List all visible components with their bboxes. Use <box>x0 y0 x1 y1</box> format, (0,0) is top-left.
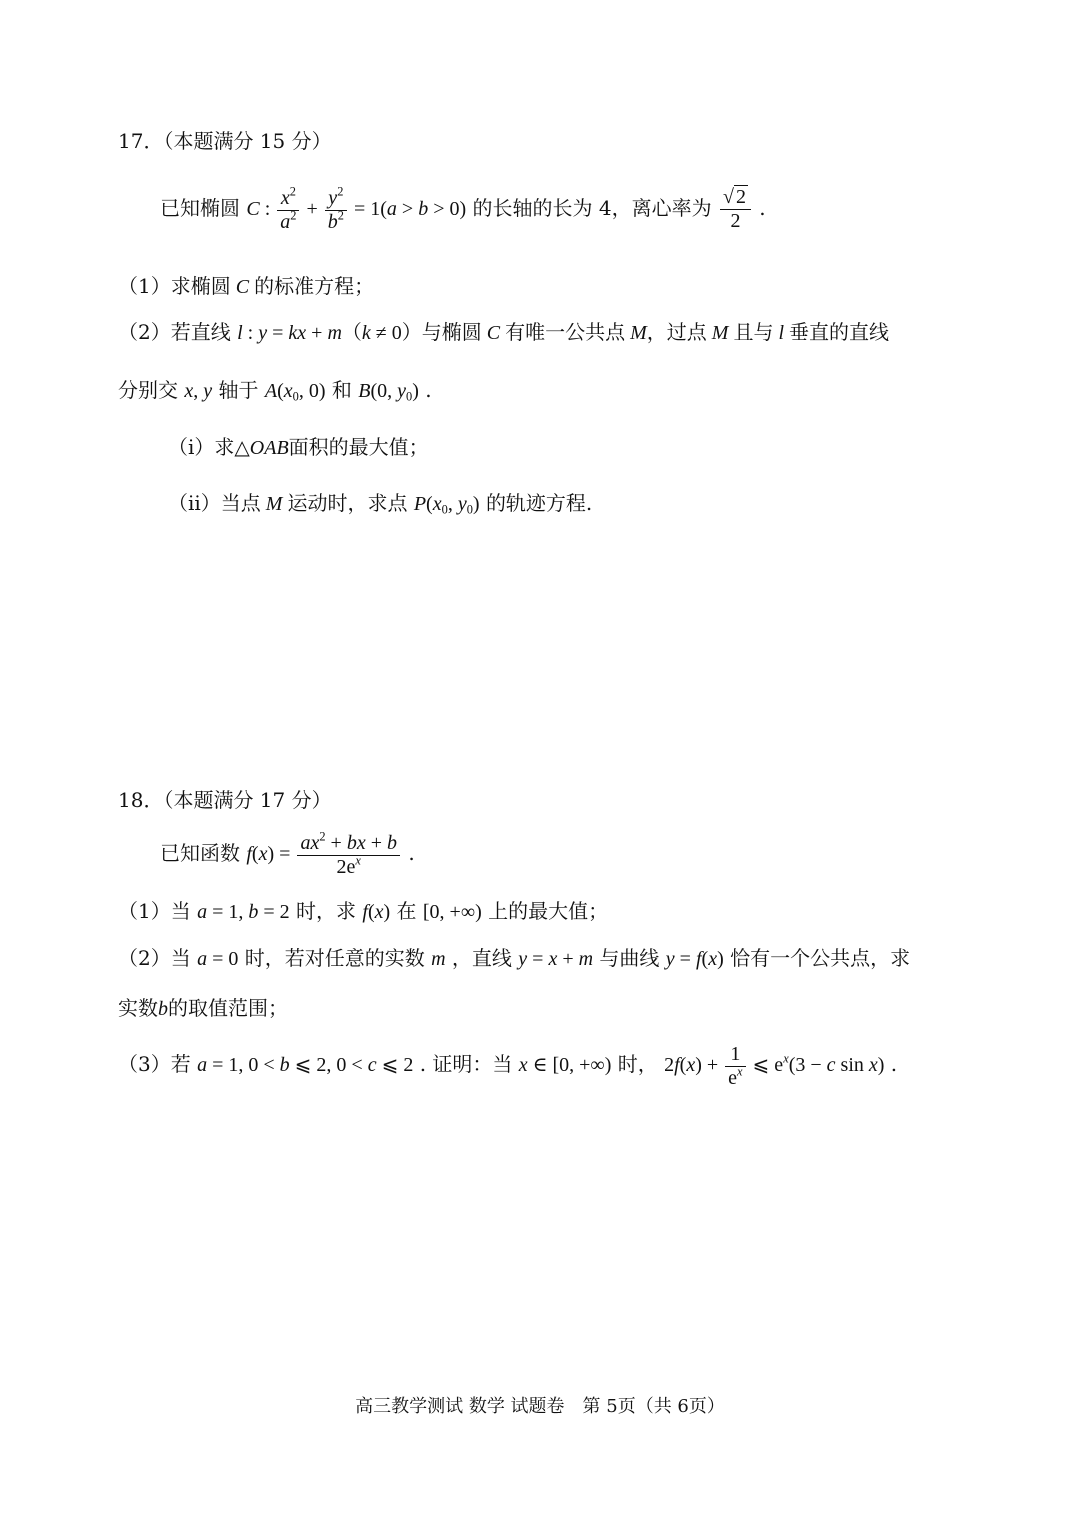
q18-part1: （1）当 a = 1, b = 2 时，求 f(x) 在 [0, +∞) 上的最大值； <box>118 899 609 923</box>
q17-stem: 已知椭圆 C : $\frac{x^2}{a^2}$ + $\frac{y^2}{b^2}$ = 1(a > b > 0) 的长轴的长为 4，离心率为 $\frac{√ 2}{2}$ . <box>160 184 766 233</box>
q18-title: 18．（本题满分 17 分） <box>118 788 332 812</box>
page-footer: 高三教学测试 数学 试题卷 第 5页（共 6页） <box>355 1396 725 1417</box>
function-definition: f(x) = $\frac{ax^2 + bx + b}{2e^x}$ <box>246 843 402 865</box>
q17-part2-line2: 分别交 x, y 轴于 $A(x_0$, 0) 和 B(0, $y_0$) . <box>118 378 432 404</box>
q18-stem: 已知函数 f(x) = $\frac{ax^2 + bx + b}{2e^x}$ . <box>160 829 415 878</box>
eccentricity-fraction: $\frac{√ 2}{2}$ <box>720 186 751 233</box>
q17-sub-ii: （ii）当点 M 运动时，求点 $P(x_0$, $y_0$) 的轨迹方程. <box>168 491 593 517</box>
q18-part2-line2: 实数b的取值范围； <box>118 996 288 1020</box>
q17-sub-i: （i）求△OAB面积的最大值； <box>168 435 429 459</box>
q17-part1: （1）求椭圆 C 的标准方程； <box>118 274 375 298</box>
q17-part2: （2）若直线 l : y = kx + m（k ≠ 0）与椭圆 C 有唯一公共点 M，过点 M 且与 l 垂直的直线 <box>118 320 890 344</box>
q18-part2: （2）当 a = 0 时，若对任意的实数 m ，直线 y = x + m 与曲线 y = f(x) 恰有一个公共点，求 <box>118 946 911 970</box>
q18-part3: （3）若 a = 1, 0 < b ⩽ 2, 0 < c ⩽ 2 . 证明：当 x ∈ [0, +∞) 时， 2f(x) + $\frac{1}{e^x}$ ⩽ $e^x(3 - c$ sin x) . <box>118 1043 898 1089</box>
ellipse-equation: C : $\frac{x^2}{a^2}$ + $\frac{y^2}{b^2}$ = 1(a > b > 0) <box>246 184 467 233</box>
q17-title: 17．（本题满分 15 分） <box>118 129 332 153</box>
